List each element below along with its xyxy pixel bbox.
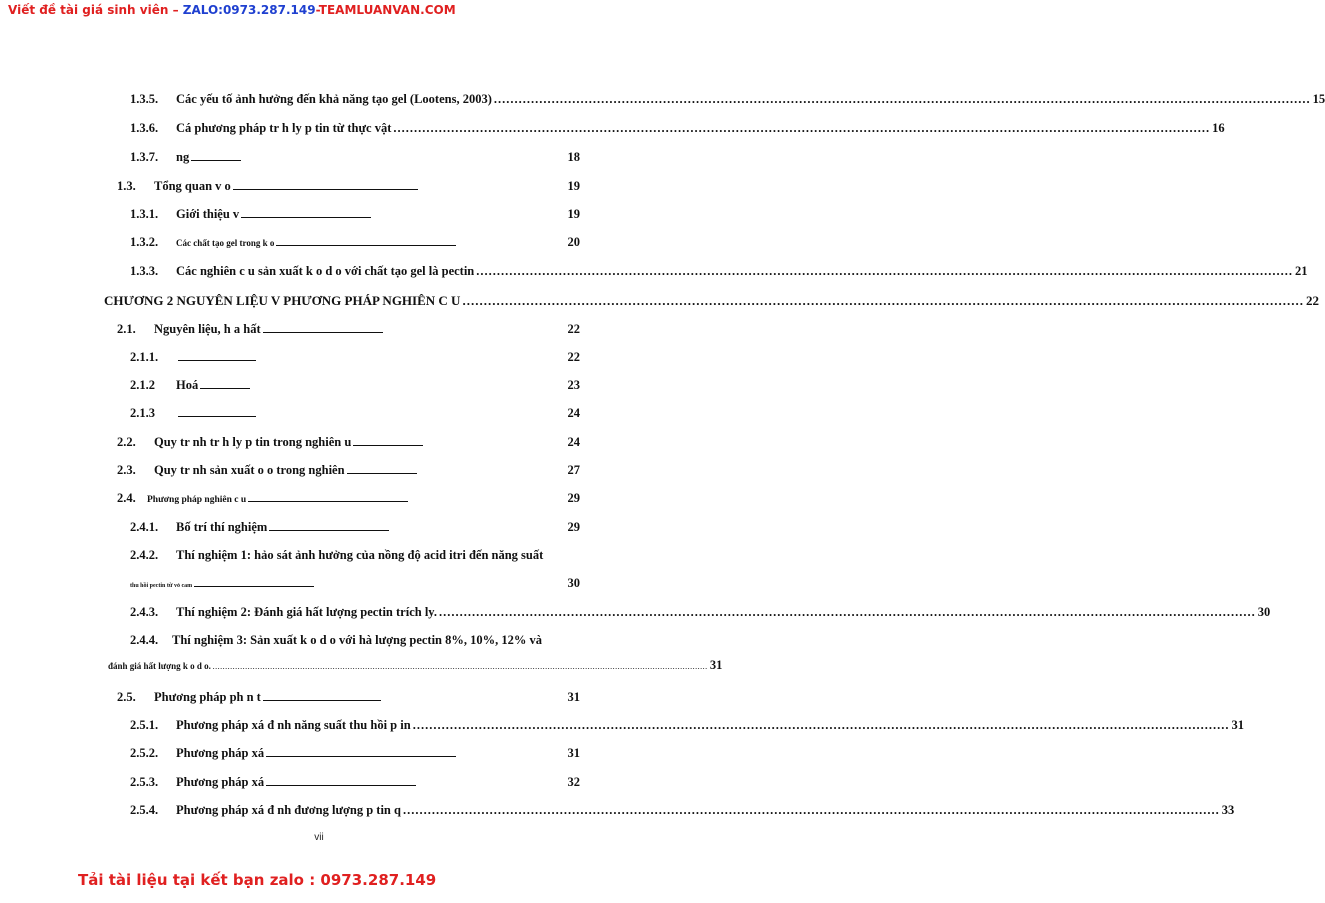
toc-row: [130, 718, 1244, 733]
toc-number: 2.1.3: [130, 406, 155, 420]
toc-number: 2.1.1.: [130, 350, 159, 364]
toc-leader: [178, 360, 256, 361]
toc-title: Phương pháp nghiên c u: [147, 495, 247, 505]
toc-page: 24: [567, 435, 580, 449]
toc-row-chapter: [104, 293, 1319, 309]
toc-page: 31: [709, 658, 723, 672]
toc-title: Giới thiệu v: [176, 207, 240, 221]
toc-page: 22: [567, 350, 580, 364]
header-zalo: ZALO:0973.287.149: [182, 3, 316, 17]
page-number: vii: [314, 832, 324, 843]
header-site: -TEAMLUANVAN.COM: [315, 3, 456, 17]
toc-number: 2.4.3.: [130, 605, 159, 619]
toc-row: [130, 378, 580, 393]
toc-leader: [263, 700, 381, 701]
toc-title: Phương pháp xá: [176, 746, 265, 760]
toc-page: 29: [567, 491, 580, 505]
toc-title: Thí nghiệm 3: Sản xuất k o d o với hà lượng pectin 8%, 10%, 12% và: [172, 633, 543, 647]
toc-page: 32: [567, 775, 580, 789]
toc-page: 31: [567, 690, 580, 704]
toc-number: 1.3.5.: [130, 92, 159, 106]
toc-leader: [213, 665, 708, 671]
toc-page: 20: [567, 235, 580, 249]
toc-title: Nguyên liệu, h a hất: [154, 322, 261, 336]
toc-row: [130, 92, 1325, 107]
toc-row-continued: [130, 576, 580, 591]
toc-number: 2.4.2.: [130, 548, 159, 562]
toc-number: 1.3.2.: [130, 235, 159, 249]
toc-title: Các nghiên c u sản xuất k o d o với chất tạo gel là pectin: [176, 264, 475, 278]
toc-title: đánh giá hất lượng k o d o.: [108, 661, 211, 671]
toc-title: Thí nghiệm 2: Đánh giá hất lượng pectin trích ly.: [176, 605, 437, 619]
toc-leader: [393, 121, 1210, 136]
toc-title: Phương pháp xá đ nh năng suất thu hồi p in: [176, 718, 411, 732]
toc-number: 1.3.6.: [130, 121, 159, 135]
toc-title: Phương pháp xá: [176, 775, 265, 789]
toc-leader: [353, 445, 423, 446]
toc-page: 19: [567, 207, 580, 221]
toc-page: 24: [567, 406, 580, 420]
toc-page: 23: [567, 378, 580, 392]
toc-page: 33: [1221, 803, 1235, 817]
toc-row: [130, 633, 580, 648]
toc-row: [117, 491, 580, 506]
toc-page: 22: [1305, 293, 1319, 308]
toc-row: [130, 150, 580, 165]
toc-leader: [233, 189, 418, 190]
toc-page: 27: [567, 463, 580, 477]
toc-leader: [403, 803, 1220, 818]
toc-leader: [439, 605, 1256, 620]
toc-title: Thí nghiệm 1: hảo sát ảnh hưởng của nồng độ acid itri đến năng suất: [176, 548, 544, 562]
toc-row: [117, 179, 580, 194]
footer-banner: Tải tài liệu tại kết bạn zalo : 0973.287.149: [78, 871, 437, 889]
toc-leader: [269, 530, 389, 531]
toc-row: [130, 207, 580, 222]
toc-title: Phương pháp xá đ nh đương lượng p tin q: [176, 803, 401, 817]
toc-number: 2.5.1.: [130, 718, 159, 732]
toc-number: 2.1.: [117, 322, 136, 336]
toc-number: 1.3.1.: [130, 207, 159, 221]
toc-title: Các chất tạo gel trong k o: [176, 238, 275, 248]
toc-number: 2.4.4.: [130, 633, 159, 647]
toc-page: 30: [567, 576, 580, 590]
toc-page: 31: [1231, 718, 1244, 732]
toc-row: [130, 803, 1235, 818]
toc-page: 18: [567, 150, 580, 164]
toc-leader: [462, 293, 1304, 309]
toc-number: 2.5.3.: [130, 775, 159, 789]
toc-page: 15: [1312, 92, 1325, 106]
toc-leader: [494, 92, 1311, 107]
toc-row: [130, 264, 1308, 279]
toc-number: 1.3.: [117, 179, 136, 193]
toc-number: 1.3.3.: [130, 264, 159, 278]
toc-row: [130, 520, 580, 535]
toc-title: Hoá: [176, 378, 199, 392]
toc-leader: [191, 160, 241, 161]
toc-row: [130, 775, 580, 790]
toc-leader: [413, 718, 1230, 733]
toc-page: 22: [567, 322, 580, 336]
toc-number: 1.3.7.: [130, 150, 159, 164]
toc-title: Cá phương pháp tr h ly p tin từ thực vật: [176, 121, 392, 135]
toc-row: [130, 121, 1225, 136]
toc-title: Các yếu tố ảnh hưởng đến khả năng tạo gel (Lootens, 2003): [176, 92, 492, 106]
toc-title: ng: [176, 150, 190, 164]
toc-row: [117, 435, 580, 450]
toc-row: [117, 690, 580, 705]
toc-leader: [200, 388, 250, 389]
toc-number: 2.1.2: [130, 378, 155, 392]
toc-row: [130, 350, 580, 365]
toc-title: Quy tr nh sản xuất o o trong nghiên: [154, 463, 345, 477]
header-text-1: Viết đề tài giá sinh viên –: [8, 3, 183, 17]
toc-title: Phương pháp ph n t: [154, 690, 261, 704]
toc-page: 30: [1257, 605, 1271, 619]
toc-leader: [178, 416, 256, 417]
toc-page: 16: [1212, 121, 1225, 135]
toc-page: 19: [567, 179, 580, 193]
toc-title: Bố trí thí nghiệm: [176, 520, 268, 534]
toc-number: 2.5.2.: [130, 746, 159, 760]
toc-leader: [266, 785, 416, 786]
toc-row: [117, 322, 580, 337]
toc-number: 2.4.: [117, 491, 136, 505]
toc-leader: [263, 332, 383, 333]
toc-title: thu hồi pectin từ vỏ cam: [130, 583, 193, 589]
toc-row: [117, 463, 580, 478]
toc-title: Quy tr nh tr h ly p tin trong nghiên u: [154, 435, 352, 449]
toc-page: 29: [567, 520, 580, 534]
toc-title: Tổng quan v o: [154, 179, 231, 193]
toc-leader: [194, 586, 314, 587]
toc-page: 31: [567, 746, 580, 760]
toc-row: [130, 548, 580, 563]
toc-number: 2.3.: [117, 463, 136, 477]
toc-leader: [248, 501, 408, 502]
toc-number: 2.5.4.: [130, 803, 159, 817]
toc-row: [130, 235, 580, 250]
toc-row: [130, 406, 580, 421]
toc-row: [130, 746, 580, 761]
toc-number: 2.4.1.: [130, 520, 159, 534]
toc-leader: [241, 217, 371, 218]
toc-leader: [276, 245, 456, 246]
toc-leader: [476, 264, 1293, 279]
toc-number: 2.5.: [117, 690, 136, 704]
toc-number: 2.2.: [117, 435, 136, 449]
toc-title: CHƯƠNG 2 NGUYÊN LIỆU V PHƯƠNG PHÁP NGHIÊN C U: [104, 293, 461, 308]
toc-row-continued: [108, 658, 723, 673]
toc-leader: [347, 473, 417, 474]
toc-row: [130, 605, 1271, 620]
toc-leader: [266, 756, 456, 757]
toc-page: 21: [1295, 264, 1308, 278]
